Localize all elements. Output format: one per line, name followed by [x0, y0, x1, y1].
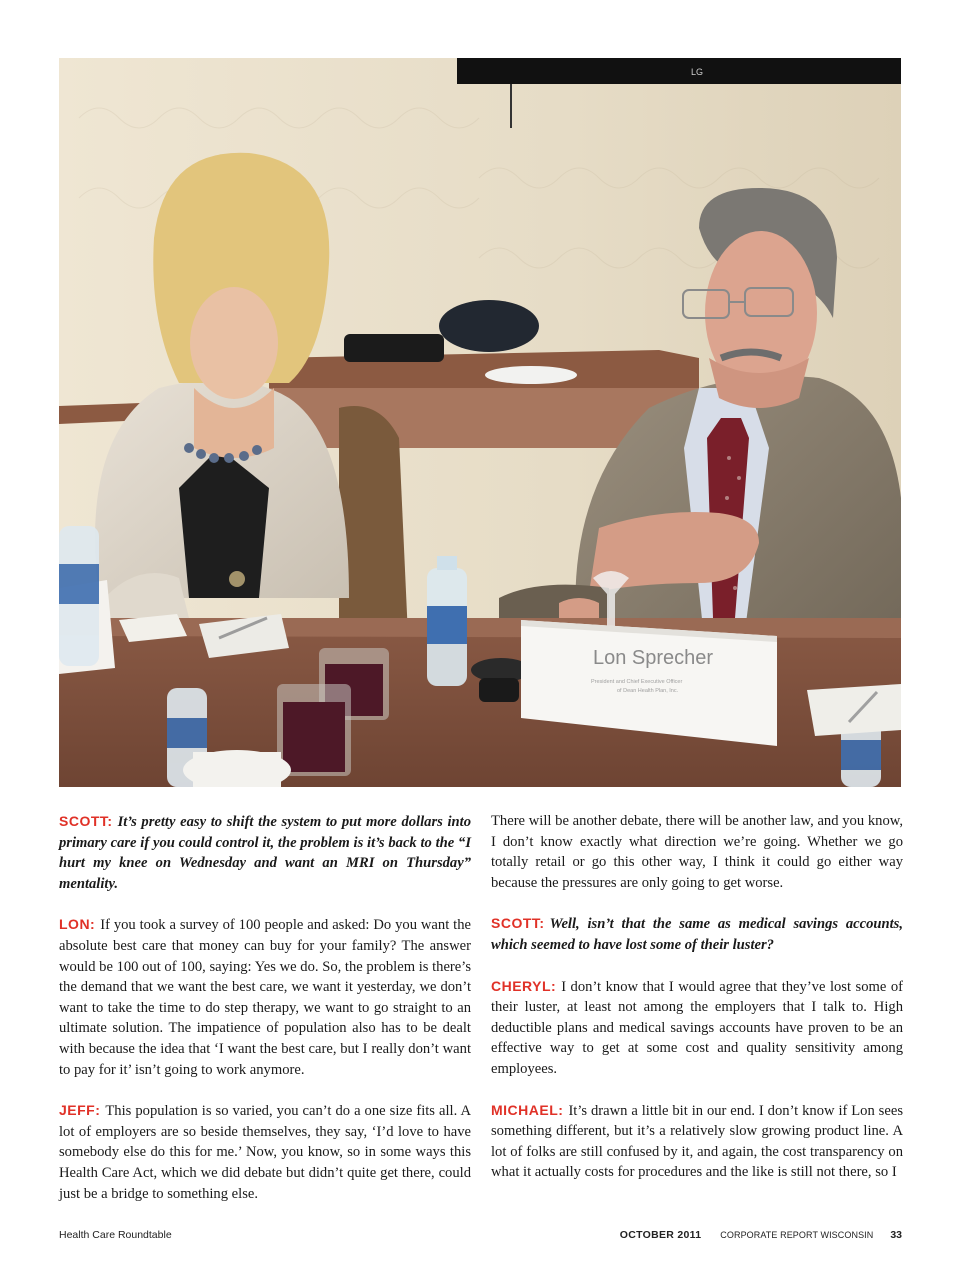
right-column: [491, 811, 903, 1203]
question-text: It’s pretty easy to shift the system to put more dollars into primary care if you could control it, the problem is it’s back to the “I hurt my knee on Wednesday and want an MRI on Thursday” mentality.: [59, 814, 471, 892]
speaker-label: SCOTT:: [491, 915, 545, 932]
nameplate-title-1: President and Chief Executive Officer: [591, 679, 683, 685]
paragraph-cheryl: [491, 976, 903, 1080]
question-text: Well, isn’t that the same as medical savings accounts, which seemed to have lost some of their luster?: [491, 916, 903, 953]
nameplate-name: Lon Sprecher: [593, 647, 714, 669]
paragraph-michael: [491, 1100, 903, 1183]
answer-text: It’s drawn a little bit in our end. I don’t know if Lon sees something different, but it’s a relatively slow growing product line. A lot of folks are still confused by it, and again, the cost transparency on what it actually costs for procedures and the like is still not there, so I: [491, 1102, 903, 1181]
speaker-label: CHERYL:: [491, 977, 557, 994]
roundtable-photo: [59, 58, 901, 787]
page-footer: [59, 1229, 902, 1245]
footer-date: OCTOBER 2011: [619, 1229, 702, 1241]
speaker-label: MICHAEL:: [491, 1101, 564, 1118]
answer-text: This population is so varied, you can’t do a one size fits all. A lot of employers are so beside themselves, they say, ‘I’d love to have somebody else do this for me.’ Now, you know, so in some ways this Health Care Act, which we did debate but didn’t quite get there, could just be a bridge to something else.: [59, 1103, 471, 1202]
nameplate-title-2: of Dean Health Plan, Inc.: [617, 688, 679, 694]
article-body: [59, 811, 903, 1211]
paragraph-jeff: [59, 1100, 471, 1204]
paragraph-lon: [59, 914, 471, 1080]
left-column: [59, 811, 471, 1224]
paragraph-scott-2: [491, 913, 903, 955]
answer-text: I don’t know that I would agree that they’ve lost some of their luster, at least not among the employers that I talk to. High deductible plans and medical savings accounts have proven to be an effective way to get at some cost and quality sensitivity among employees.: [491, 978, 903, 1077]
paragraph-continued: [491, 811, 903, 893]
water-bottle: [427, 556, 467, 686]
answer-text: If you took a survey of 100 people and asked: Do you want the absolute best care that money can buy for your family? The answer would be 100 out of 100, saying: Yes we do. So, the problem is there’s the demand that we want the best care, we want it yesterday, we don’t want to take the time to do step therapy, we want to go straight to an ultimate solution. The impatience of population also has to be dealt with because the idea that ‘I want the best care, but I really don’t want to pay for it’ isn’t going to work anymore.: [59, 917, 471, 1078]
footer-right: [620, 1229, 902, 1241]
speaker-label: LON:: [59, 916, 96, 933]
footer-section: Health Care Roundtable: [59, 1229, 172, 1241]
answer-text: There will be another debate, there will be another law, and you know, I don’t know exactly what direction we’re going. Whether we go totally retail or go this other way, I think it could go either way because the pressures are only going to get worse.: [491, 813, 903, 891]
speaker-label: JEFF:: [59, 1102, 101, 1119]
paragraph-scott-1: [59, 811, 471, 894]
page-number: 33: [890, 1229, 902, 1241]
footer-publication: CORPORATE REPORT WISCONSIN: [720, 1230, 874, 1240]
tv-brand-label: LG: [691, 67, 704, 77]
speaker-label: SCOTT:: [59, 813, 113, 829]
